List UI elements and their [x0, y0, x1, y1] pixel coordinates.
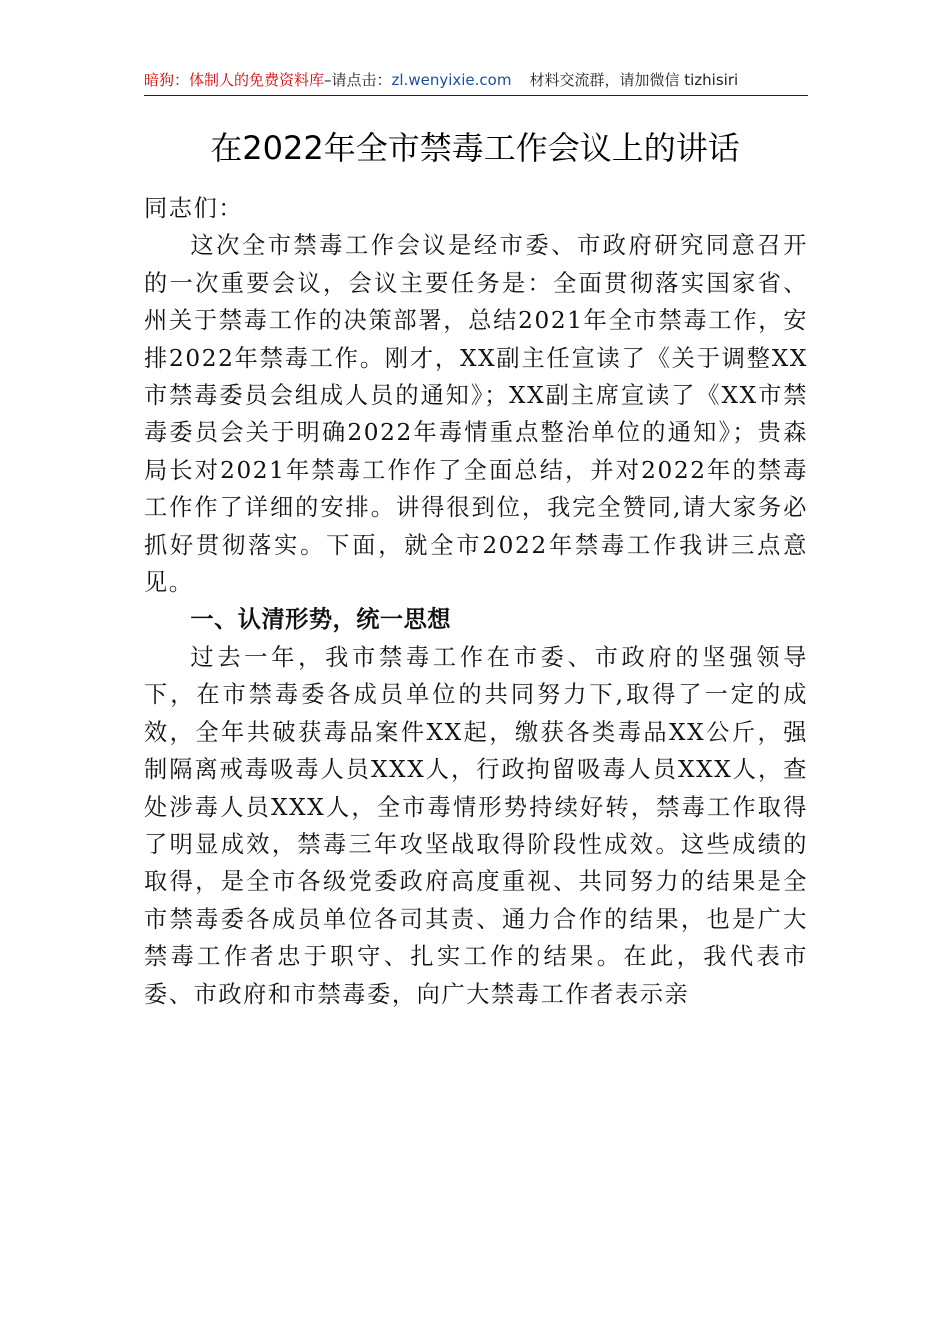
section-heading: 一、认清形势，统一思想: [190, 606, 451, 634]
header-link[interactable]: zl.wenyixie.com: [391, 71, 512, 89]
page-header: [144, 66, 808, 94]
header-group-info: 材料交流群，请加微信 tizhisiri: [529, 71, 739, 89]
salutation: 同志们：: [144, 195, 244, 222]
paragraph-review: 过去一年，我市禁毒工作在市委、市政府的坚强领导下，在市禁毒委各成员单位的共同努力下,取得了一定的成效，全年共破获毒品案件XX起，缴获各类毒品XX公斤，强制隔离戒毒吸毒人员XXX人，行政拘留吸毒人员XXX人，查处涉毒人员XXX人，全市毒情形势持续好转，禁毒工作取得了明显成效，禁毒三年攻坚战取得阶段性成效。这些成绩的取得，是全市各级党委政府高度重视、共同努力的结果是全市禁毒委各成员单位各司其责、通力合作的结果，也是广大禁毒工作者忠于职守、扎实工作的结果。在此，我代表市委、市政府和市禁毒委，向广大禁毒工作者表示亲: [144, 643, 808, 1008]
header-divider: [144, 95, 808, 96]
document-title: 在2022年全市禁毒工作会议上的讲话: [210, 129, 740, 167]
document-body: [144, 190, 808, 1013]
header-click-prompt: –请点击：: [324, 71, 392, 89]
paragraph-intro: 这次全市禁毒工作会议是经市委、市政府研究同意召开的一次重要会议，会议主要任务是：全面贯彻落实国家省、州关于禁毒工作的决策部署，总结2021年全市禁毒工作，安排2022年禁毒工作。刚才，XX副主任宣读了《关于调整XX市禁毒委员会组成人员的通知》；XX副主席宣读了《XX市禁毒委员会关于明确2022年毒情重点整治单位的通知》；贵森局长对2021年禁毒工作作了全面总结，并对2022年的禁毒工作作了详细的安排。讲得很到位，我完全赞同,请大家务必抓好贯彻落实。下面，就全市2022年禁毒工作我讲三点意见。: [144, 232, 808, 597]
header-site-name: 暗狗：体制人的免费资料库: [144, 71, 325, 89]
